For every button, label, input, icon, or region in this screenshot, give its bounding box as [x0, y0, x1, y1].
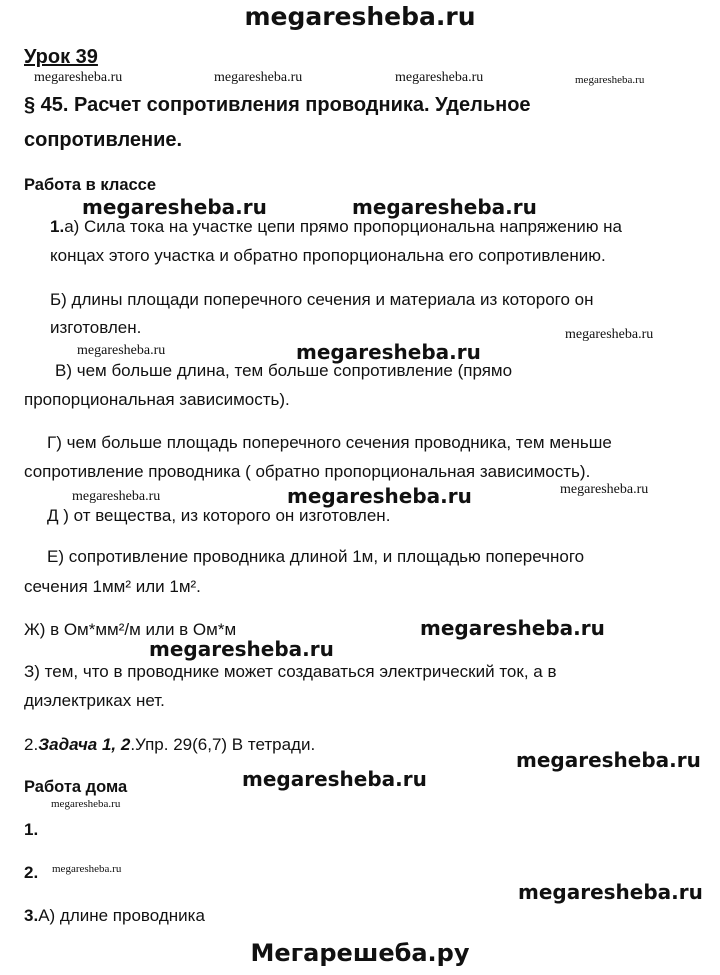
homework-item2: 2. — [24, 863, 39, 882]
item1-g-line1: Г) чем больше площадь поперечного сечения проводника, тем меньше — [47, 433, 612, 452]
watermark: megaresheba.ru — [287, 484, 472, 508]
item1-b-line2: изготовлен. — [50, 318, 142, 337]
watermark: megaresheba.ru — [518, 880, 703, 904]
item1-v-line1: В) чем больше длина, тем больше сопротивление (прямо — [55, 361, 513, 380]
watermark: megaresheba.ru — [52, 863, 122, 875]
item2-rest: .Упр. 29(6,7) В тетради. — [130, 735, 316, 754]
watermark: megaresheba.ru — [352, 195, 537, 219]
site-title-bottom: Мегарешеба.ру — [250, 939, 470, 967]
homework-heading: Работа дома — [24, 778, 128, 796]
section-title-line2: сопротивление. — [24, 129, 183, 151]
item1-z-line1: З) тем, что в проводнике может создаваться электрический ток, а в — [24, 662, 557, 681]
watermark: megaresheba.ru — [395, 70, 484, 85]
item1-a-line2: концах этого участка и обратно пропорциональна его сопротивлению. — [50, 246, 606, 265]
item1-a-line1 — [50, 217, 622, 237]
item2-task: Задача 1, 2 — [38, 735, 131, 754]
watermark: megaresheba.ru — [34, 70, 123, 85]
watermark: megaresheba.ru — [214, 70, 303, 85]
item1-a-text: а) Сила тока на участке цепи прямо пропорциональна напряжению на — [64, 217, 623, 236]
site-title-top: megaresheba.ru — [244, 2, 476, 31]
item1-b-line1: Б) длины площади поперечного сечения и материала из которого он — [50, 290, 594, 309]
section-title-line1: § 45. Расчет сопротивления проводника. Удельное — [24, 94, 531, 116]
item1-v-line2: пропорциональная зависимость). — [24, 390, 290, 409]
item1-g-line2: сопротивление проводника ( обратно пропорциональная зависимость). — [24, 462, 591, 481]
item2-line — [24, 735, 315, 755]
item1-e-line1: Е) сопротивление проводника длиной 1м, и площадью поперечного — [47, 547, 585, 566]
watermark: megaresheba.ru — [82, 195, 267, 219]
item1-z-line2: диэлектриках нет. — [24, 691, 165, 710]
watermark: megaresheba.ru — [296, 340, 481, 364]
watermark: megaresheba.ru — [51, 798, 121, 810]
homework-item3-number: 3. — [24, 906, 39, 925]
watermark: megaresheba.ru — [242, 767, 427, 791]
classwork-heading: Работа в классе — [24, 176, 157, 194]
watermark: megaresheba.ru — [77, 343, 166, 358]
lesson-title: Урок 39 — [24, 46, 98, 68]
watermark: megaresheba.ru — [420, 616, 605, 640]
watermark: megaresheba.ru — [516, 748, 701, 772]
item2-number: 2. — [24, 735, 39, 754]
watermark: megaresheba.ru — [575, 74, 645, 86]
homework-item1: 1. — [24, 820, 39, 839]
watermark: megaresheba.ru — [565, 327, 654, 342]
item1-number: 1. — [50, 217, 65, 236]
watermark: megaresheba.ru — [72, 489, 161, 504]
item1-zh-line1: Ж) в Ом*мм²/м или в Ом*м — [24, 620, 237, 639]
homework-item3 — [24, 906, 205, 926]
item1-e-line2: сечения 1мм² или 1м². — [24, 577, 201, 596]
watermark: megaresheba.ru — [560, 482, 649, 497]
item1-d-line1: Д ) от вещества, из которого он изготовлен. — [47, 506, 391, 525]
watermark: megaresheba.ru — [149, 637, 334, 661]
homework-item3-text: А) длине проводника — [38, 906, 205, 925]
